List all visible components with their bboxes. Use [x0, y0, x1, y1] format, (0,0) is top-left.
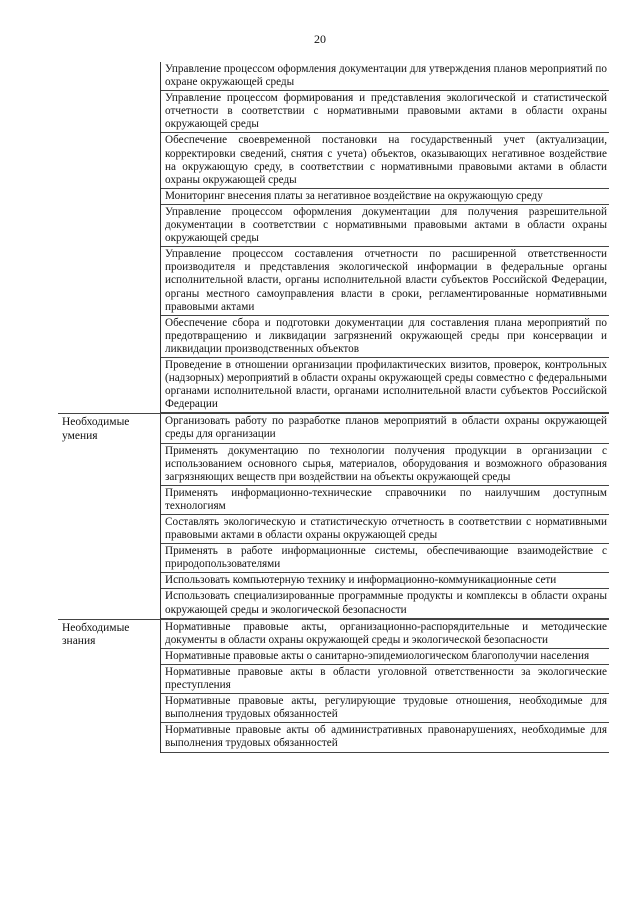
table-cell: Использовать специализированные программные продукты и комплексы в области охраны окружающей среды и экологической безопасности — [161, 589, 609, 618]
table-cell: Обеспечение своевременной постановки на государственный учет (актуализации, корректировки сведений, снятия с учета) объектов, оказывающих негативное воздействие на окружающую среду, в соответствии с нормативными правовыми актами в области охраны окружающей среды — [161, 133, 609, 188]
section-skills — [58, 413, 609, 618]
section-label: Необходимые знания — [62, 621, 130, 647]
section-items — [160, 62, 609, 413]
table-cell: Использовать компьютерную технику и информационно-коммуникационные сети — [161, 573, 609, 589]
table-cell: Нормативные правовые акты о санитарно-эпидемиологическом благополучии населения — [161, 649, 609, 665]
table-cell: Управление процессом оформления документации для получения разрешительной документации в соответствии с нормативными правовыми актами в области охраны окружающей среды — [161, 205, 609, 247]
table-cell: Нормативные правовые акты, организационно-распорядительные и методические документы в области охраны окружающей среды и экологической безопасности — [161, 620, 609, 649]
page-number: 20 — [314, 32, 326, 46]
table-cell: Управление процессом составления отчетности по расширенной ответственности производителя и представления экологической информации в федеральные органы исполнительной власти, органы исполнительной власти субъектов Российской Федерации, органы местного самоуправления власти в сроки, регламентированные нормативными правовыми актами — [161, 247, 609, 315]
table-cell: Организовать работу по разработке планов мероприятий в области охраны окружающей среды для организации — [161, 414, 609, 443]
table-cell: Мониторинг внесения платы за негативное воздействие на окружающую среду — [161, 189, 609, 205]
section-label: Необходимые умения — [62, 416, 130, 442]
table-cell: Управление процессом формирования и представления экологической и статистической отчетности в соответствии с нормативными правовыми актами в области охраны окружающей среды — [161, 91, 609, 133]
table-cell: Составлять экологическую и статистическую отчетность в соответствии с нормативными правовыми актами в области охраны окружающей среды — [161, 515, 609, 544]
section-knowledge — [58, 619, 609, 753]
section-labor-actions — [58, 62, 609, 413]
section-items — [160, 620, 609, 753]
table-cell: Применять информационно-технические справочники по наилучшим доступным технологиям — [161, 486, 609, 515]
table-cell: Обеспечение сбора и подготовки документации для составления плана мероприятий по предотвращению и ликвидации загрязнений окружающей среды при консервации и ликвидации производственных объектов — [161, 316, 609, 358]
table-cell: Нормативные правовые акты, регулирующие трудовые отношения, необходимые для выполнения трудовых обязанностей — [161, 694, 609, 723]
table-cell: Нормативные правовые акты в области уголовной ответственности за экологические преступления — [161, 665, 609, 694]
table-cell: Применять в работе информационные системы, обеспечивающие взаимодействие с природопользователями — [161, 544, 609, 573]
requirements-table — [58, 62, 609, 753]
section-label — [58, 62, 160, 413]
table-cell: Применять документацию по технологии получения продукции в организации с использованием основного сырья, материалов, оборудования и возможного образования загрязняющих веществ при воздействии на объекты окружающей среды — [161, 444, 609, 486]
table-cell: Управление процессом оформления документации для утверждения планов мероприятий по охране окружающей среды — [161, 62, 609, 91]
section-items — [160, 414, 609, 618]
table-cell: Нормативные правовые акты об административных правонарушениях, необходимые для выполнения трудовых обязанностей — [161, 723, 609, 752]
table-cell: Проведение в отношении организации профилактических визитов, проверок, контрольных (надзорных) мероприятий в области охраны окружающей среды совместно с федеральными органами исполнительной власти, органами исполнительной власти субъектов Российской Федерации — [161, 358, 609, 413]
